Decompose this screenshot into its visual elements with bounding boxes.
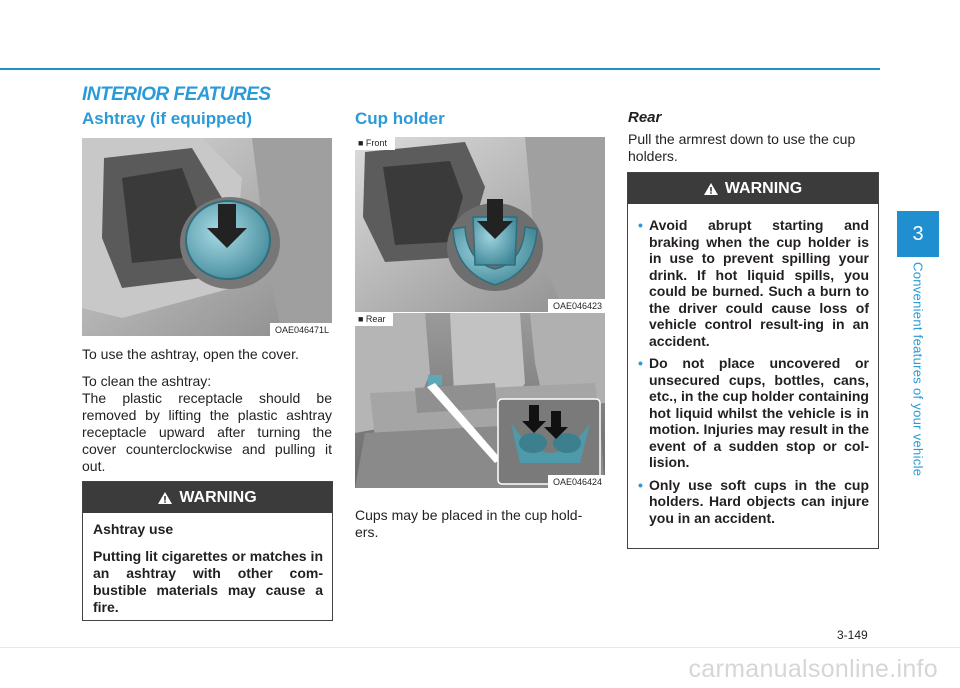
ashtray-illustration <box>82 138 332 336</box>
warning-item: • Only use soft cups in the cup holders. Hard objects can injure you in an accident. <box>638 476 869 526</box>
footer-rule <box>0 647 960 648</box>
front-label: ■ Front <box>355 137 395 150</box>
ashtray-warning-box <box>82 481 333 621</box>
section-title: INTERIOR FEATURES <box>82 84 271 105</box>
bullet-icon: • <box>638 476 643 493</box>
ashtray-para-2: To clean the ashtray: <box>82 373 212 389</box>
ashtray-image-code: OAE046471L <box>270 323 332 336</box>
chapter-title: Convenient features of your vehicle <box>910 262 926 477</box>
ashtray-para-1: To use the ashtray, open the cover. <box>82 346 299 362</box>
cup-holder-caption: Cups may be placed in the cup hold-ers. <box>355 507 583 540</box>
bullet-icon: • <box>638 217 643 233</box>
warning-title: WARNING <box>179 488 257 506</box>
front-cupholder-photo <box>355 137 605 312</box>
warning-list <box>638 217 869 526</box>
header-rule <box>0 68 880 70</box>
bullet-icon: • <box>638 355 643 371</box>
rear-warning-box <box>627 172 879 549</box>
rear-heading: Rear <box>628 109 662 126</box>
ashtray-heading: Ashtray (if equipped) <box>82 109 253 128</box>
front-image-code: OAE046423 <box>548 299 605 312</box>
warning-text: Putting lit cigarettes or matches in an ashtray with other com-bustible materials may cause a fire. <box>93 548 323 615</box>
warning-header <box>83 482 332 513</box>
rear-image-code: OAE046424 <box>548 475 605 488</box>
rear-para: Pull the armrest down to use the cup holders. <box>628 131 856 164</box>
ashtray-para-3: The plastic receptacle should be removed by lifting the plastic ashtray receptacle upward after turning the cover counterclockwise and pulling it out. <box>82 390 332 474</box>
warning-triangle-icon <box>704 183 718 195</box>
rear-cupholder-photo <box>355 313 605 488</box>
page-number: 3-149 <box>837 628 868 642</box>
warning-item: • Avoid abrupt starting and braking when the cup holder is in use to prevent spilling your drink. If hot liquid spills, you could be burned. Such a burn to the driver could cause loss of vehicle control result-ing in an accident. <box>638 217 869 349</box>
front-cupholder-illustration <box>355 137 605 312</box>
rear-label: ■ Rear <box>355 313 393 326</box>
rear-cupholder-illustration <box>355 313 605 488</box>
cup-holder-heading: Cup holder <box>355 109 445 128</box>
warning-header <box>628 173 878 204</box>
warning-item: • Do not place uncovered or unsecured cups, bottles, cans, etc., in the cup holder containing hot liquid whilst the vehicle is in motion. Injuries may result in the event of a sudden stop or col-lision. <box>638 355 869 470</box>
chapter-number-tab: 3 <box>897 211 939 257</box>
watermark: carmanualsonline.info <box>688 655 938 683</box>
ashtray-photo <box>82 138 332 336</box>
warning-title: WARNING <box>724 179 803 197</box>
warning-triangle-icon <box>158 492 172 504</box>
warning-subtitle: Ashtray use <box>93 521 174 537</box>
